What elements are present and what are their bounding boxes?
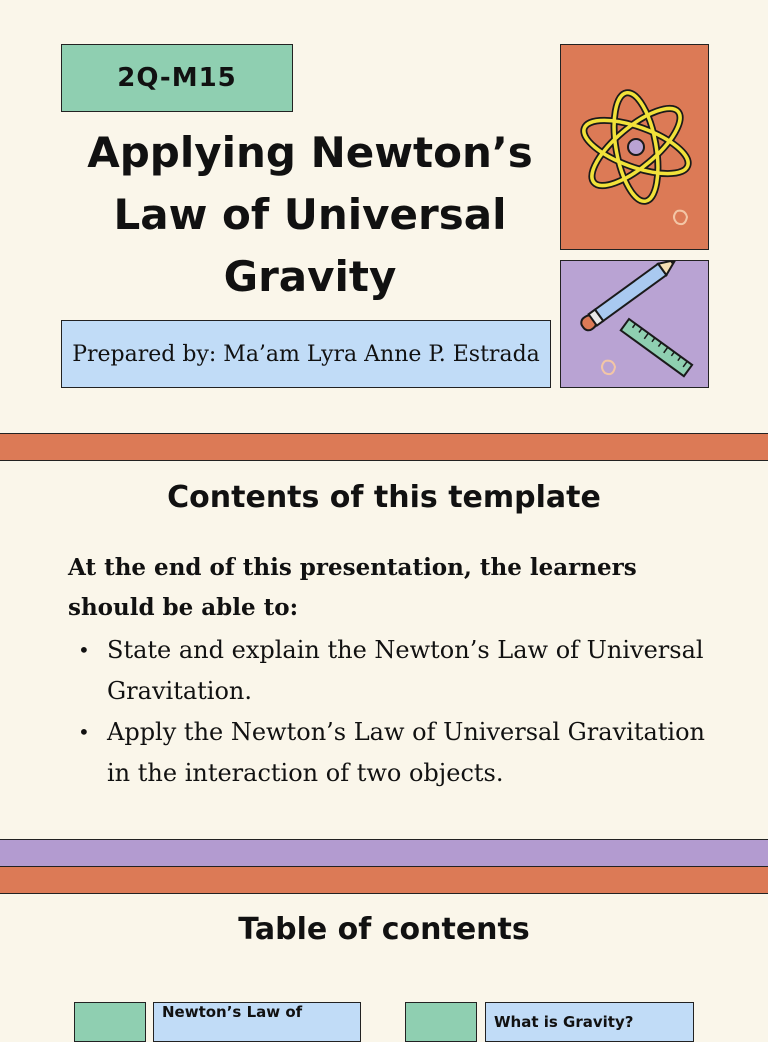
stationery-illustration-panel (560, 260, 709, 388)
slide-divider-purple (0, 839, 768, 867)
objective-text: State and explain the Newton’s Law of Universal Gravitation. (107, 636, 704, 705)
toc-item-title: What is Gravity? (494, 1013, 634, 1031)
slide-title (60, 122, 560, 308)
list-item (74, 630, 714, 712)
list-item (74, 712, 714, 794)
prepared-by-box (61, 320, 551, 388)
toc-item-card (485, 1002, 694, 1042)
slide-divider-orange (0, 433, 768, 461)
module-code-badge (61, 44, 293, 112)
contents-heading: Contents of this template (167, 480, 601, 515)
toc-heading: Table of contents (238, 912, 530, 947)
toc-number-box (74, 1002, 146, 1042)
slide-divider-orange (0, 866, 768, 894)
title-line-3: Gravity (223, 252, 397, 301)
bullet-icon: • (78, 720, 90, 744)
ruler-icon (621, 319, 692, 376)
atom-illustration-panel (560, 44, 709, 250)
objective-text: Apply the Newton’s Law of Universal Gravitation in the interaction of two objects. (107, 718, 705, 787)
learning-intro: At the end of this presentation, the learners should be able to: (68, 554, 637, 621)
bullet-icon: • (78, 638, 90, 662)
prepared-by-text: Prepared by: Ma’am Lyra Anne P. Estrada (72, 341, 540, 367)
title-line-2: Law of Universal (113, 190, 507, 239)
title-line-1: Applying Newton’s (87, 128, 533, 177)
learning-objectives-list (74, 630, 714, 794)
toc-item-title: Newton’s Law of (162, 1003, 303, 1021)
toc-number-box (405, 1002, 477, 1042)
atom-icon (561, 45, 707, 248)
module-code-text: 2Q-M15 (117, 63, 237, 93)
toc-item-card (153, 1002, 361, 1042)
pencil-icon (561, 261, 707, 386)
